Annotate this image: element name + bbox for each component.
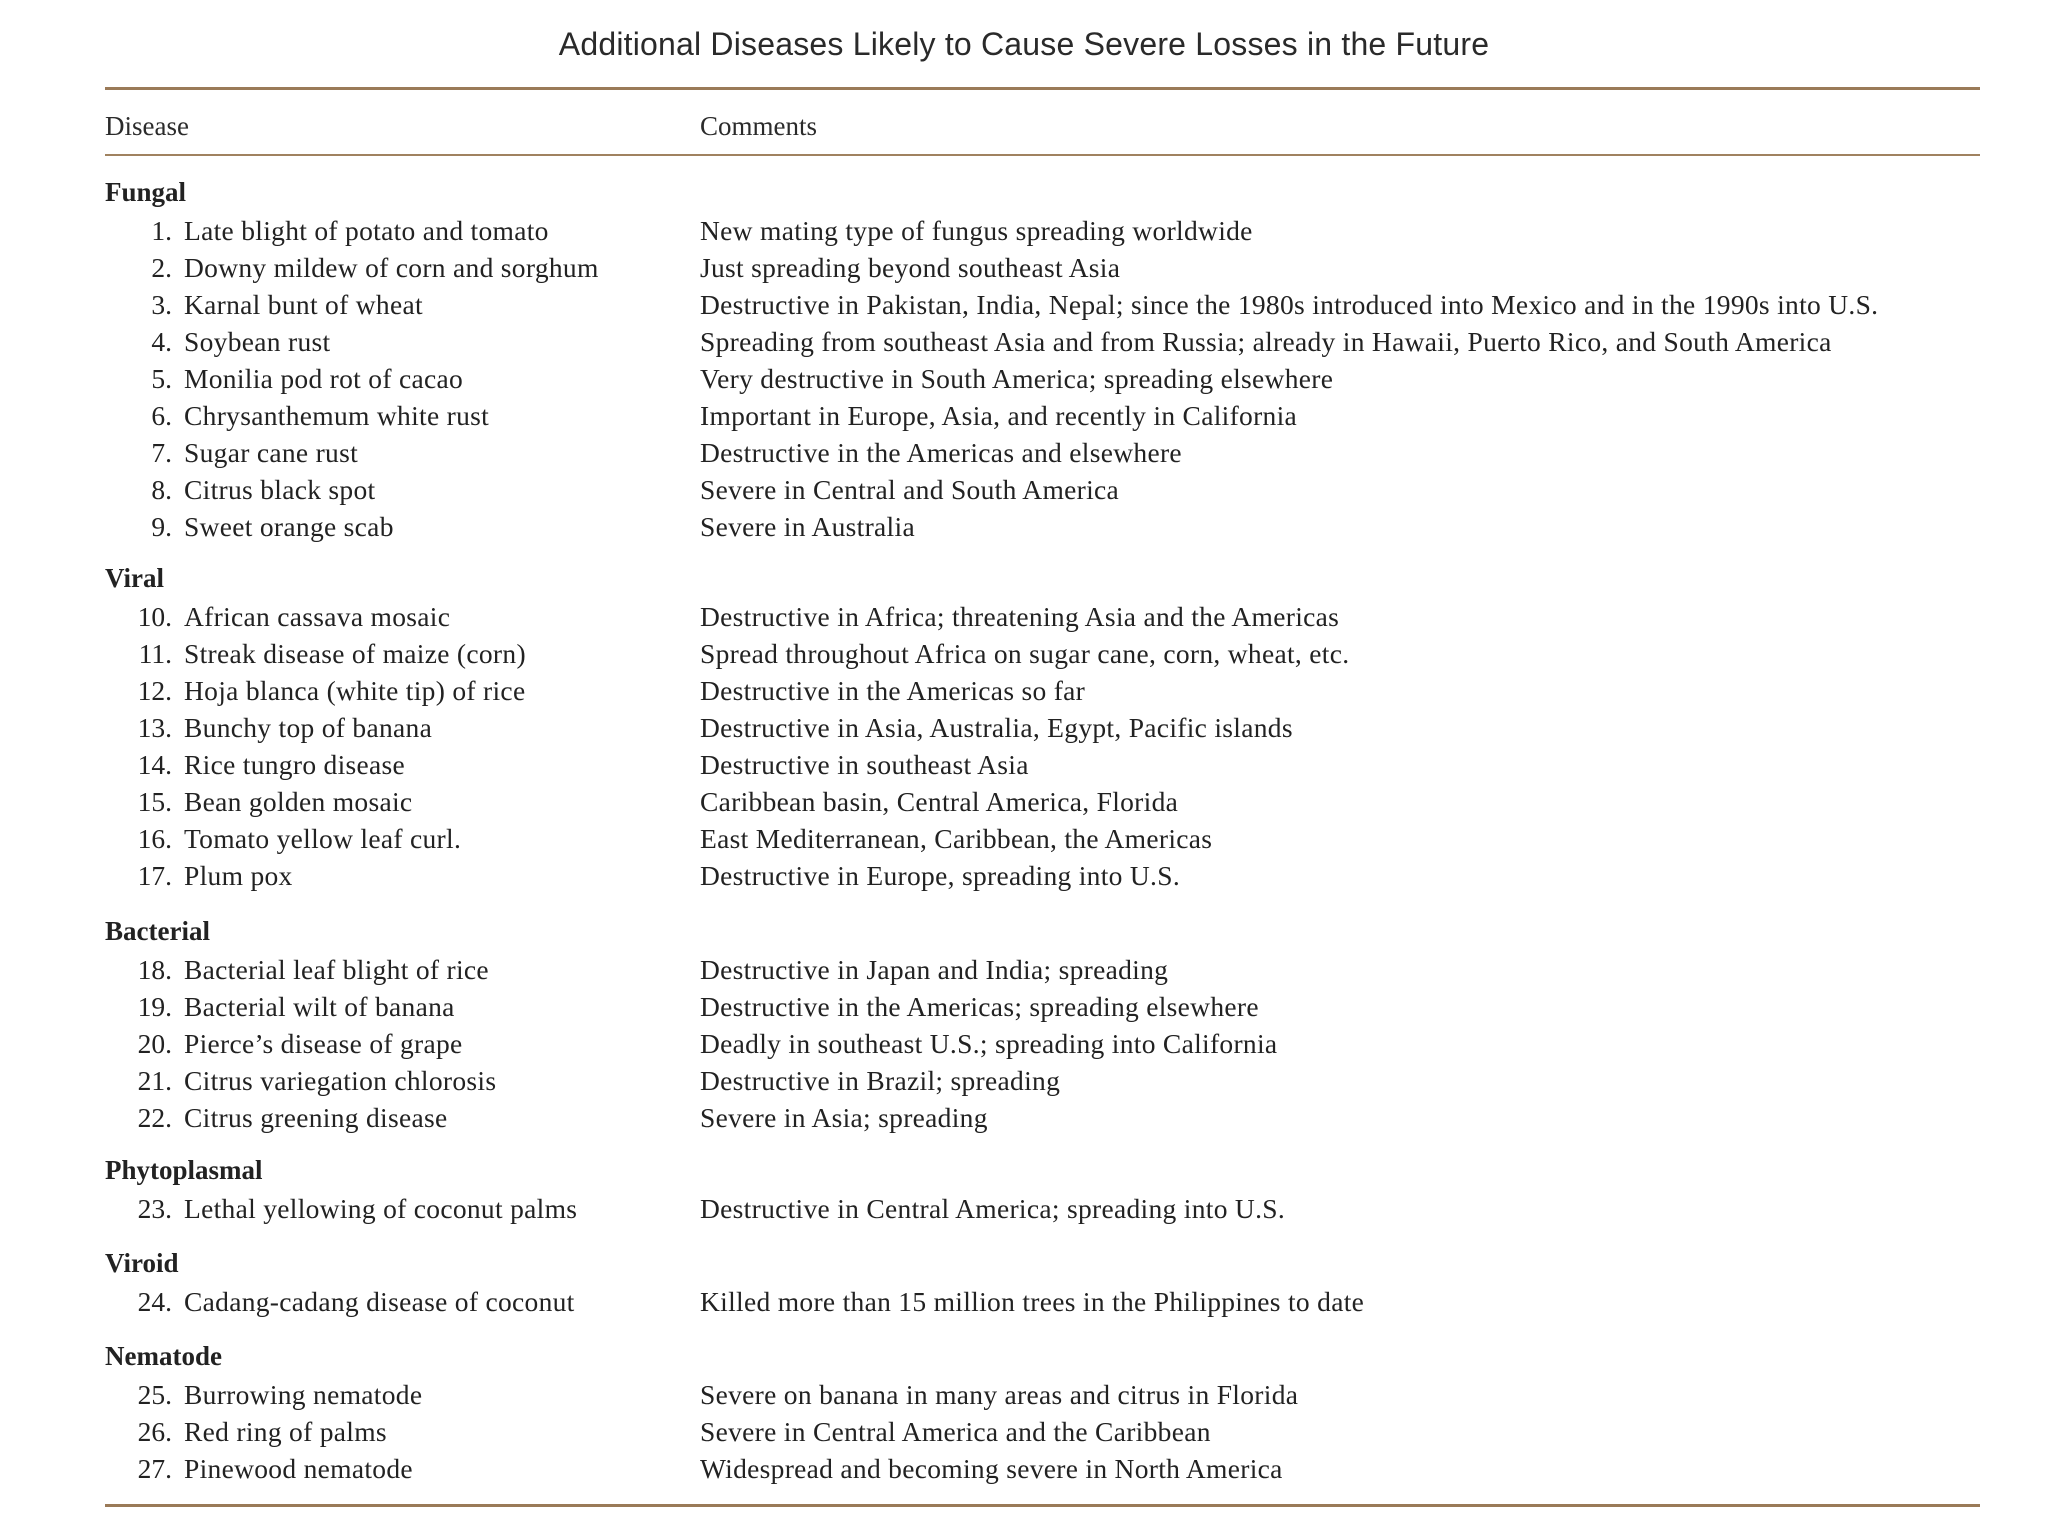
disease-comment: Spreading from southeast Asia and from Russia; already in Hawaii, Puerto Rico, and South America	[700, 326, 1832, 357]
row-number: 10.	[137, 601, 172, 632]
row-number: 4.	[151, 326, 172, 357]
table-row	[0, 857, 2048, 894]
disease-name: Lethal yellowing of coconut palms	[184, 1193, 578, 1224]
row-number: 20.	[137, 1028, 172, 1059]
disease-name: Plum pox	[184, 860, 293, 891]
table-row	[0, 508, 2048, 545]
table-row	[0, 1099, 2048, 1136]
disease-name: Bean golden mosaic	[184, 786, 413, 817]
table-row	[0, 783, 2048, 820]
disease-comment: Deadly in southeast U.S.; spreading into California	[700, 1028, 1278, 1059]
disease-name: Soybean rust	[184, 326, 331, 357]
disease-comment: Caribbean basin, Central America, Florida	[700, 786, 1179, 817]
disease-comment: Severe in Australia	[700, 511, 915, 542]
disease-comment: Destructive in Asia, Australia, Egypt, Pacific islands	[700, 712, 1293, 743]
row-number: 5.	[151, 363, 172, 394]
table-row	[0, 397, 2048, 434]
table-row	[0, 988, 2048, 1025]
row-number: 23.	[137, 1193, 172, 1224]
row-number: 27.	[137, 1453, 172, 1484]
table-row	[0, 746, 2048, 783]
disease-comment: Important in Europe, Asia, and recently in California	[700, 400, 1298, 431]
row-number: 1.	[151, 215, 172, 246]
table-row	[0, 672, 2048, 709]
header-rule	[105, 154, 1980, 156]
disease-comment: Destructive in Brazil; spreading	[700, 1065, 1061, 1096]
disease-name: Citrus black spot	[184, 474, 376, 505]
disease-name: Hoja blanca (white tip) of rice	[184, 675, 526, 706]
disease-name: Chrysanthemum white rust	[184, 400, 490, 431]
table-row	[0, 360, 2048, 397]
disease-comment: Severe in Central and South America	[700, 474, 1120, 505]
row-number: 2.	[151, 252, 172, 283]
table-row	[0, 434, 2048, 471]
row-number: 12.	[137, 675, 172, 706]
disease-name: African cassava mosaic	[184, 601, 451, 632]
disease-name: Citrus greening disease	[184, 1102, 448, 1133]
table-row	[0, 820, 2048, 857]
disease-name: Downy mildew of corn and sorghum	[184, 252, 599, 283]
disease-name: Sugar cane rust	[184, 437, 359, 468]
disease-comment: Destructive in the Americas and elsewhere	[700, 437, 1182, 468]
disease-name: Citrus variegation chlorosis	[184, 1065, 497, 1096]
disease-comment: Severe in Central America and the Caribbean	[700, 1416, 1211, 1447]
table-row	[0, 323, 2048, 360]
table-row	[0, 212, 2048, 249]
disease-name: Tomato yellow leaf curl.	[184, 823, 462, 854]
disease-name: Red ring of palms	[184, 1416, 387, 1447]
category-heading: Viroid	[105, 1248, 179, 1278]
table-row	[0, 1413, 2048, 1450]
table-row	[0, 1025, 2048, 1062]
column-header-disease: Disease	[105, 111, 189, 141]
row-number: 17.	[137, 860, 172, 891]
disease-name: Bunchy top of banana	[184, 712, 433, 743]
row-number: 14.	[137, 749, 172, 780]
disease-comment: New mating type of fungus spreading worldwide	[700, 215, 1253, 246]
row-number: 8.	[151, 474, 172, 505]
category-heading: Viral	[105, 563, 164, 593]
disease-comment: Widespread and becoming severe in North America	[700, 1453, 1283, 1484]
disease-name: Cadang-cadang disease of coconut	[184, 1286, 575, 1317]
disease-comment: Severe on banana in many areas and citrus in Florida	[700, 1379, 1299, 1410]
row-number: 19.	[137, 991, 172, 1022]
column-header-comments: Comments	[700, 111, 818, 141]
row-number: 9.	[151, 511, 172, 542]
row-number: 24.	[137, 1286, 172, 1317]
disease-name: Pierce’s disease of grape	[184, 1028, 463, 1059]
disease-comment: Very destructive in South America; spreading elsewhere	[700, 363, 1334, 394]
disease-comment: Severe in Asia; spreading	[700, 1102, 988, 1133]
disease-name: Monilia pod rot of cacao	[184, 363, 464, 394]
table-row	[0, 709, 2048, 746]
table-row	[0, 1450, 2048, 1487]
disease-name: Streak disease of maize (corn)	[184, 638, 526, 669]
disease-comment: Destructive in Japan and India; spreading	[700, 954, 1169, 985]
disease-comment: Spread throughout Africa on sugar cane, corn, wheat, etc.	[700, 638, 1350, 669]
table-row	[0, 635, 2048, 672]
row-number: 7.	[151, 437, 172, 468]
table-row	[0, 286, 2048, 323]
category-heading: Bacterial	[105, 916, 210, 946]
table-row	[0, 249, 2048, 286]
category-heading: Nematode	[105, 1341, 222, 1371]
row-number: 15.	[137, 786, 172, 817]
row-number: 21.	[137, 1065, 172, 1096]
disease-comment: Destructive in Central America; spreading into U.S.	[700, 1193, 1286, 1224]
disease-name: Sweet orange scab	[184, 511, 394, 542]
row-number: 25.	[137, 1379, 172, 1410]
row-number: 22.	[137, 1102, 172, 1133]
table-row	[0, 1062, 2048, 1099]
disease-name: Late blight of potato and tomato	[184, 215, 549, 246]
disease-comment: East Mediterranean, Caribbean, the Americas	[700, 823, 1213, 854]
disease-comment: Destructive in Europe, spreading into U.S.	[700, 860, 1181, 891]
disease-name: Pinewood nematode	[184, 1453, 413, 1484]
category-heading: Fungal	[105, 177, 187, 207]
top-rule	[105, 87, 1980, 90]
table-row	[0, 1376, 2048, 1413]
table-title: Additional Diseases Likely to Cause Severe Losses in the Future	[558, 26, 1490, 62]
table-row	[0, 951, 2048, 988]
row-number: 18.	[137, 954, 172, 985]
disease-comment: Destructive in southeast Asia	[700, 749, 1029, 780]
table-row	[0, 1283, 2048, 1320]
table-row	[0, 598, 2048, 635]
category-heading: Phytoplasmal	[105, 1155, 263, 1185]
disease-comment: Just spreading beyond southeast Asia	[700, 252, 1121, 283]
disease-name: Burrowing nematode	[184, 1379, 423, 1410]
row-number: 6.	[151, 400, 172, 431]
bottom-rule	[105, 1504, 1980, 1507]
disease-comment: Destructive in the Americas so far	[700, 675, 1086, 706]
disease-name: Rice tungro disease	[184, 749, 406, 780]
disease-comment: Destructive in Pakistan, India, Nepal; since the 1980s introduced into Mexico and in the 1990s into U.S.	[700, 289, 1879, 320]
disease-comment: Killed more than 15 million trees in the Philippines to date	[700, 1286, 1365, 1317]
row-number: 11.	[138, 638, 172, 669]
table-row	[0, 471, 2048, 508]
row-number: 13.	[137, 712, 172, 743]
row-number: 3.	[151, 289, 172, 320]
disease-comment: Destructive in Africa; threatening Asia and the Americas	[700, 601, 1340, 632]
disease-name: Karnal bunt of wheat	[184, 289, 423, 320]
disease-comment: Destructive in the Americas; spreading elsewhere	[700, 991, 1259, 1022]
table-row	[0, 1190, 2048, 1227]
disease-name: Bacterial wilt of banana	[184, 991, 455, 1022]
row-number: 16.	[137, 823, 172, 854]
disease-name: Bacterial leaf blight of rice	[184, 954, 489, 985]
row-number: 26.	[137, 1416, 172, 1447]
